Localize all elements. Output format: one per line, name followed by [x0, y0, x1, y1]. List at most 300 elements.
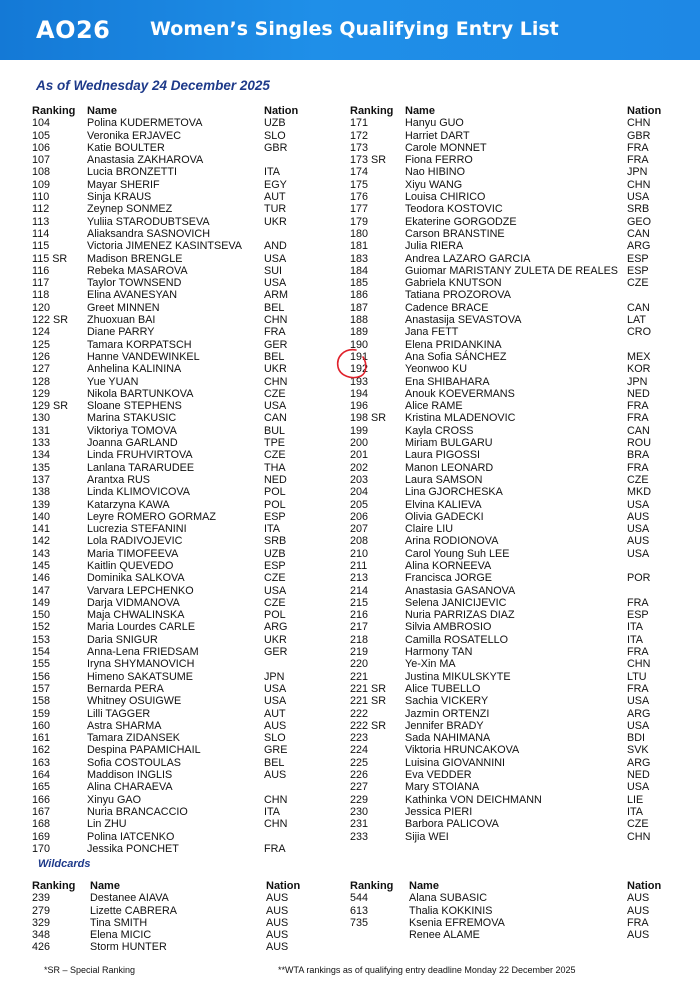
- player-name-cell: Louisa CHIRICO: [405, 191, 486, 204]
- ranking-cell: 160: [32, 719, 51, 732]
- nation-cell: AUS: [627, 535, 650, 548]
- ranking-cell: 329: [32, 916, 51, 929]
- player-name-cell: Harriet DART: [405, 129, 470, 142]
- player-name-cell: Thalia KOKKINIS: [409, 904, 493, 917]
- ranking-cell: 194: [350, 387, 369, 400]
- player-name-cell: Anastasia ZAKHAROVA: [87, 154, 204, 167]
- nation-cell: UKR: [264, 633, 287, 646]
- player-name-cell: Justina MIKULSKYTE: [405, 670, 511, 683]
- nation-cell: ITA: [627, 633, 643, 646]
- ranking-cell: 201: [350, 449, 369, 462]
- player-name-cell: Guiomar MARISTANY ZULETA DE REALES: [405, 264, 618, 277]
- player-name-cell: Anastasija SEVASTOVA: [405, 314, 522, 327]
- ranking-cell: 158: [32, 695, 51, 708]
- ranking-cell: 183: [350, 252, 369, 265]
- player-name-cell: Alina CHARAEVA: [87, 781, 173, 794]
- ranking-cell: 211: [350, 559, 368, 572]
- player-name-cell: Carole MONNET: [405, 141, 487, 154]
- nation-cell: CZE: [264, 387, 286, 400]
- ranking-cell: 176: [350, 191, 369, 204]
- player-name-cell: Lizette CABRERA: [90, 904, 178, 917]
- player-name-cell: Nuria PARRIZAS DIAZ: [405, 609, 515, 622]
- ranking-cell: 218: [350, 633, 369, 646]
- nation-cell: AUS: [264, 719, 287, 732]
- nation-cell: FRA: [627, 412, 649, 425]
- ranking-cell: 112: [32, 203, 50, 216]
- player-name-cell: Alana SUBASIC: [409, 892, 488, 905]
- ranking-cell: 133: [32, 437, 51, 450]
- player-name-cell: Rebeka MASAROVA: [87, 264, 188, 277]
- ranking-cell: 181: [350, 240, 369, 253]
- player-name-cell: Kaitlin QUEVEDO: [87, 559, 174, 572]
- nation-cell: USA: [627, 523, 650, 536]
- ranking-cell: 145: [32, 559, 51, 572]
- ranking-cell: 146: [32, 572, 51, 585]
- nation-cell: USA: [264, 400, 287, 413]
- nation-cell: GBR: [264, 141, 288, 154]
- ranking-cell: 114: [32, 227, 50, 240]
- player-name-cell: Lanlana TARARUDEE: [87, 461, 195, 474]
- nation-cell: AUS: [627, 510, 650, 523]
- nation-cell: ARM: [264, 289, 288, 302]
- ranking-cell: 120: [32, 301, 51, 314]
- nation-cell: AUS: [627, 892, 650, 905]
- ranking-cell: 735: [350, 916, 369, 929]
- ranking-cell: 131: [32, 424, 51, 437]
- player-name-cell: Varvara LEPCHENKO: [87, 584, 194, 597]
- ranking-cell: 189: [350, 326, 369, 339]
- nation-cell: POL: [264, 609, 286, 622]
- nation-cell: USA: [264, 682, 287, 695]
- ranking-cell: 186: [350, 289, 369, 302]
- ranking-cell: 222 SR: [350, 719, 387, 732]
- ranking-cell: 544: [350, 892, 369, 905]
- player-name-cell: Jennifer BRADY: [405, 719, 484, 732]
- ranking-cell: 138: [32, 486, 51, 499]
- nation-cell: USA: [627, 719, 650, 732]
- nation-cell: ROU: [627, 437, 651, 450]
- name-header: Name: [87, 105, 117, 117]
- ranking-cell: 163: [32, 756, 51, 769]
- nation-cell: CZE: [264, 572, 286, 585]
- ranking-cell: 187: [350, 301, 369, 314]
- nation-cell: ARG: [627, 240, 651, 253]
- nation-cell: CZE: [627, 818, 649, 831]
- ranking-cell: 172: [350, 129, 369, 142]
- player-name-cell: Anastasia GASANOVA: [405, 584, 516, 597]
- nation-cell: USA: [264, 584, 287, 597]
- ranking-cell: 116: [32, 264, 50, 277]
- nation-cell: FRA: [627, 596, 649, 609]
- nation-cell: CAN: [627, 301, 650, 314]
- player-name-cell: Tamara KORPATSCH: [87, 338, 192, 351]
- ranking-cell: 230: [350, 805, 369, 818]
- nation-cell: JPN: [627, 166, 648, 179]
- name-header: Name: [405, 105, 435, 117]
- nation-cell: SVK: [627, 744, 649, 757]
- ranking-cell: 192: [350, 363, 369, 376]
- player-name-cell: Kayla CROSS: [405, 424, 474, 437]
- ranking-cell: 153: [32, 633, 51, 646]
- ranking-cell: 159: [32, 707, 51, 720]
- page-title: Women’s Singles Qualifying Entry List: [150, 18, 559, 40]
- player-name-cell: Arina RODIONOVA: [405, 535, 499, 548]
- player-name-cell: Leyre ROMERO GORMAZ: [87, 510, 216, 523]
- ranking-cell: 137: [32, 473, 51, 486]
- nation-cell: CHN: [264, 314, 288, 327]
- ranking-cell: 206: [350, 510, 369, 523]
- player-name-cell: Polina KUDERMETOVA: [87, 117, 203, 130]
- player-name-cell: Victoria JIMENEZ KASINTSEVA: [87, 240, 242, 253]
- nation-cell: AUS: [266, 904, 289, 917]
- player-name-cell: Katarzyna KAWA: [87, 498, 170, 511]
- ranking-cell: 229: [350, 793, 369, 806]
- player-name-cell: Arantxa RUS: [87, 473, 151, 486]
- player-name-cell: Yeonwoo KU: [405, 363, 468, 376]
- ranking-cell: 222: [350, 707, 369, 720]
- player-name-cell: Mary STOIANA: [405, 781, 480, 794]
- player-name-cell: Lina GJORCHESKA: [405, 486, 503, 499]
- nation-cell: TPE: [264, 437, 285, 450]
- ranking-cell: 142: [32, 535, 51, 548]
- player-name-cell: Linda FRUHVIRTOVA: [87, 449, 193, 462]
- ranking-cell: 205: [350, 498, 369, 511]
- player-name-cell: Miriam BULGARU: [405, 437, 493, 450]
- nation-cell: AUS: [264, 769, 287, 782]
- nation-cell: USA: [264, 252, 287, 265]
- nation-cell: AUS: [266, 916, 289, 929]
- nation-cell: MEX: [627, 350, 651, 363]
- name-header: Name: [409, 880, 439, 892]
- ranking-cell: 203: [350, 473, 369, 486]
- player-name-cell: Elvina KALIEVA: [405, 498, 482, 511]
- nation-cell: MKD: [627, 486, 651, 499]
- nation-cell: BEL: [264, 301, 285, 314]
- player-name-cell: Yuliia STARODUBTSEVA: [87, 215, 210, 228]
- player-name-cell: Viktoriya TOMOVA: [87, 424, 177, 437]
- ranking-cell: 128: [32, 375, 51, 388]
- ranking-cell: 202: [350, 461, 369, 474]
- ranking-cell: 221 SR: [350, 682, 387, 695]
- player-name-cell: Luisina GIOVANNINI: [405, 756, 506, 769]
- player-name-cell: Fiona FERRO: [405, 154, 473, 167]
- ranking-cell: 223: [350, 732, 369, 745]
- player-name-cell: Despina PAPAMICHAIL: [87, 744, 201, 757]
- player-name-cell: Jazmin ORTENZI: [405, 707, 490, 720]
- as-of-date: As of Wednesday 24 December 2025: [36, 78, 270, 93]
- ranking-cell: 225: [350, 756, 369, 769]
- player-name-cell: Dominika SALKOVA: [87, 572, 185, 585]
- player-name-cell: Ksenia EFREMOVA: [409, 916, 505, 929]
- ranking-cell: 188: [350, 314, 369, 327]
- ranking-cell: 171: [350, 117, 369, 130]
- player-name-cell: Ye-Xin MA: [405, 658, 456, 671]
- ranking-cell: 226: [350, 769, 369, 782]
- nation-cell: ITA: [264, 166, 280, 179]
- player-name-cell: Jessika PONCHET: [87, 842, 179, 855]
- player-name-cell: Lin ZHU: [87, 818, 127, 831]
- ranking-cell: 190: [350, 338, 369, 351]
- ranking-cell: 154: [32, 646, 51, 659]
- ranking-cell: 179: [350, 215, 369, 228]
- player-name-cell: Jana FETT: [405, 326, 459, 339]
- ranking-cell: 122 SR: [32, 314, 69, 327]
- ranking-cell: 162: [32, 744, 51, 757]
- ranking-cell: 124: [32, 326, 51, 339]
- nation-header: Nation: [627, 880, 662, 892]
- nation-cell: FRA: [627, 916, 649, 929]
- ranking-cell: 208: [350, 535, 369, 548]
- ranking-cell: 108: [32, 166, 51, 179]
- nation-cell: LTU: [627, 670, 647, 683]
- player-name-cell: Tina SMITH: [90, 916, 148, 929]
- nation-cell: BRA: [627, 449, 650, 462]
- ranking-cell: 191: [350, 350, 369, 363]
- ranking-cell: 115: [32, 240, 50, 253]
- player-name-cell: Hanne VANDEWINKEL: [87, 350, 200, 363]
- player-name-cell: Lucrezia STEFANINI: [87, 523, 187, 536]
- ranking-cell: 210: [350, 547, 369, 560]
- nation-cell: UKR: [264, 215, 287, 228]
- player-name-cell: Daria SNIGUR: [87, 633, 158, 646]
- player-name-cell: Destanee AIAVA: [90, 892, 169, 905]
- nation-cell: CHN: [627, 830, 651, 843]
- nation-cell: ITA: [264, 523, 280, 536]
- ranking-cell: 180: [350, 227, 369, 240]
- nation-cell: BUL: [264, 424, 286, 437]
- player-name-cell: Laura PIGOSSI: [405, 449, 481, 462]
- player-name-cell: Sinja KRAUS: [87, 191, 152, 204]
- nation-cell: NED: [627, 387, 650, 400]
- nation-cell: ARG: [264, 621, 288, 634]
- player-name-cell: Whitney OSUIGWE: [87, 695, 182, 708]
- nation-cell: GEO: [627, 215, 651, 228]
- player-name-cell: Sofia COSTOULAS: [87, 756, 182, 769]
- wildcards-title: Wildcards: [38, 858, 91, 870]
- player-name-cell: Sijia WEI: [405, 830, 449, 843]
- player-name-cell: Jessica PIERI: [405, 805, 473, 818]
- nation-cell: ITA: [264, 805, 280, 818]
- nation-cell: NED: [627, 769, 650, 782]
- nation-cell: GER: [264, 338, 288, 351]
- player-name-cell: Polina IATCENKO: [87, 830, 175, 843]
- player-name-cell: Laura SAMSON: [405, 473, 483, 486]
- player-name-cell: Lola RADIVOJEVIC: [87, 535, 183, 548]
- nation-cell: USA: [627, 191, 650, 204]
- ranking-cell: 134: [32, 449, 51, 462]
- player-name-cell: Veronika ERJAVEC: [87, 129, 182, 142]
- player-name-cell: Anna-Lena FRIEDSAM: [87, 646, 199, 659]
- nation-cell: BEL: [264, 350, 285, 363]
- player-name-cell: Harmony TAN: [405, 646, 473, 659]
- player-name-cell: Anouk KOEVERMANS: [405, 387, 515, 400]
- nation-cell: FRA: [627, 154, 649, 167]
- ranking-cell: 184: [350, 264, 369, 277]
- nation-cell: FRA: [264, 326, 286, 339]
- ranking-cell: 231: [350, 818, 369, 831]
- player-name-cell: Zhuoxuan BAI: [87, 314, 156, 327]
- player-name-cell: Elina AVANESYAN: [87, 289, 178, 302]
- nation-cell: UZB: [264, 117, 286, 130]
- ranking-cell: 140: [32, 510, 51, 523]
- nation-cell: FRA: [627, 141, 649, 154]
- nation-cell: USA: [627, 781, 650, 794]
- player-name-cell: Silvia AMBROSIO: [405, 621, 492, 634]
- player-name-cell: Sachia VICKERY: [405, 695, 489, 708]
- ranking-cell: 130: [32, 412, 51, 425]
- nation-cell: CZE: [264, 596, 286, 609]
- player-name-cell: Marina STAKUSIC: [87, 412, 177, 425]
- nation-cell: AUT: [264, 191, 286, 204]
- ranking-cell: 173 SR: [350, 154, 387, 167]
- player-name-cell: Renee ALAME: [409, 929, 480, 942]
- player-name-cell: Cadence BRACE: [405, 301, 489, 314]
- ranking-cell: 221: [350, 670, 369, 683]
- player-name-cell: Storm HUNTER: [90, 941, 167, 954]
- player-name-cell: Madison BRENGLE: [87, 252, 183, 265]
- nation-cell: CHN: [264, 793, 288, 806]
- ranking-cell: 216: [350, 609, 369, 622]
- player-name-cell: Xinyu GAO: [87, 793, 142, 806]
- nation-cell: SUI: [264, 264, 282, 277]
- ranking-header: Ranking: [32, 880, 76, 892]
- ranking-cell: 125: [32, 338, 51, 351]
- ranking-cell: 173: [350, 141, 369, 154]
- player-name-cell: Lilli TAGGER: [87, 707, 151, 720]
- nation-cell: JPN: [264, 670, 285, 683]
- player-name-cell: Nao HIBINO: [405, 166, 465, 179]
- player-name-cell: Linda KLIMOVICOVA: [87, 486, 191, 499]
- nation-cell: USA: [627, 498, 650, 511]
- wta-footnote: **WTA rankings as of qualifying entry deadline Monday 22 December 2025: [278, 965, 576, 975]
- ranking-cell: 117: [32, 277, 50, 290]
- nation-cell: ARG: [627, 707, 651, 720]
- ranking-cell: 118: [32, 289, 50, 302]
- player-name-cell: Elena MICIC: [90, 929, 152, 942]
- nation-cell: SRB: [264, 535, 287, 548]
- player-name-cell: Camilla ROSATELLO: [405, 633, 508, 646]
- ranking-cell: 177: [350, 203, 369, 216]
- ranking-cell: 170: [32, 842, 51, 855]
- ranking-cell: 426: [32, 941, 51, 954]
- nation-cell: AUS: [627, 904, 650, 917]
- ranking-cell: 219: [350, 646, 369, 659]
- nation-cell: FRA: [627, 461, 649, 474]
- player-name-cell: Mayar SHERIF: [87, 178, 160, 191]
- nation-cell: TUR: [264, 203, 287, 216]
- player-name-cell: Francisca JORGE: [405, 572, 492, 585]
- player-name-cell: Darja VIDMANOVA: [87, 596, 180, 609]
- nation-cell: LAT: [627, 314, 646, 327]
- nation-cell: CAN: [627, 424, 650, 437]
- ranking-cell: 105: [32, 129, 51, 142]
- nation-cell: CAN: [264, 412, 287, 425]
- nation-cell: SRB: [627, 203, 650, 216]
- nation-cell: USA: [264, 277, 287, 290]
- nation-cell: GBR: [627, 129, 651, 142]
- ranking-cell: 174: [350, 166, 369, 179]
- ranking-cell: 129: [32, 387, 51, 400]
- ranking-cell: 139: [32, 498, 51, 511]
- player-name-cell: Taylor TOWNSEND: [87, 277, 182, 290]
- ranking-cell: 217: [350, 621, 369, 634]
- ranking-cell: 106: [32, 141, 51, 154]
- player-name-cell: Maria Lourdes CARLE: [87, 621, 196, 634]
- player-name-cell: Ena SHIBAHARA: [405, 375, 490, 388]
- ranking-cell: 233: [350, 830, 369, 843]
- ranking-cell: 107: [32, 154, 51, 167]
- nation-cell: FRA: [627, 400, 649, 413]
- player-name-cell: Aliaksandra SASNOVICH: [87, 227, 211, 240]
- nation-cell: ARG: [627, 756, 651, 769]
- ranking-cell: 143: [32, 547, 51, 560]
- ranking-cell: 104: [32, 117, 51, 130]
- ranking-cell: 169: [32, 830, 51, 843]
- nation-cell: CHN: [627, 178, 651, 191]
- nation-cell: CZE: [627, 473, 649, 486]
- ranking-cell: 215: [350, 596, 369, 609]
- player-name-cell: Olivia GADECKI: [405, 510, 484, 523]
- player-name-cell: Claire LIU: [405, 523, 454, 536]
- ranking-cell: 213: [350, 572, 369, 585]
- ao26-logo: AO26: [36, 16, 111, 44]
- ranking-cell: 220: [350, 658, 369, 671]
- nation-cell: UZB: [264, 547, 286, 560]
- ranking-header: Ranking: [350, 105, 394, 117]
- player-name-cell: Elena PRIDANKINA: [405, 338, 502, 351]
- nation-cell: ITA: [627, 805, 643, 818]
- player-name-cell: Kristina MLADENOVIC: [405, 412, 516, 425]
- nation-cell: POR: [627, 572, 651, 585]
- ranking-cell: 168: [32, 818, 51, 831]
- player-name-cell: Teodora KOSTOVIC: [405, 203, 503, 216]
- nation-cell: EGY: [264, 178, 287, 191]
- ranking-cell: 141: [32, 523, 51, 536]
- player-name-cell: Maria TIMOFEEVA: [87, 547, 179, 560]
- ranking-cell: 149: [32, 596, 51, 609]
- nation-cell: CHN: [627, 117, 651, 130]
- player-name-cell: Julia RIERA: [405, 240, 464, 253]
- nation-cell: POL: [264, 498, 286, 511]
- ranking-cell: 175: [350, 178, 369, 191]
- player-name-cell: Manon LEONARD: [405, 461, 494, 474]
- player-name-cell: Lucia BRONZETTI: [87, 166, 177, 179]
- ranking-cell: 193: [350, 375, 369, 388]
- ranking-cell: 204: [350, 486, 369, 499]
- ranking-cell: 613: [350, 904, 369, 917]
- nation-cell: KOR: [627, 363, 651, 376]
- player-name-cell: Nikola BARTUNKOVA: [87, 387, 194, 400]
- player-name-cell: Anhelina KALININA: [87, 363, 182, 376]
- nation-cell: ITA: [627, 621, 643, 634]
- nation-cell: AUS: [266, 892, 289, 905]
- player-name-cell: Kathinka VON DEICHMANN: [405, 793, 542, 806]
- player-name-cell: Himeno SAKATSUME: [87, 670, 193, 683]
- ranking-cell: 152: [32, 621, 51, 634]
- player-name-cell: Alice RAME: [405, 400, 463, 413]
- player-name-cell: Alina KORNEEVA: [405, 559, 492, 572]
- ranking-cell: 126: [32, 350, 51, 363]
- ranking-cell: 157: [32, 682, 51, 695]
- player-name-cell: Ana Sofia SÁNCHEZ: [405, 350, 507, 363]
- ranking-cell: 198 SR: [350, 412, 387, 425]
- nation-cell: ESP: [627, 609, 649, 622]
- header-banner: [0, 0, 700, 60]
- nation-cell: AND: [264, 240, 287, 253]
- ranking-cell: 147: [32, 584, 51, 597]
- player-name-cell: Nuria BRANCACCIO: [87, 805, 188, 818]
- player-name-cell: Joanna GARLAND: [87, 437, 178, 450]
